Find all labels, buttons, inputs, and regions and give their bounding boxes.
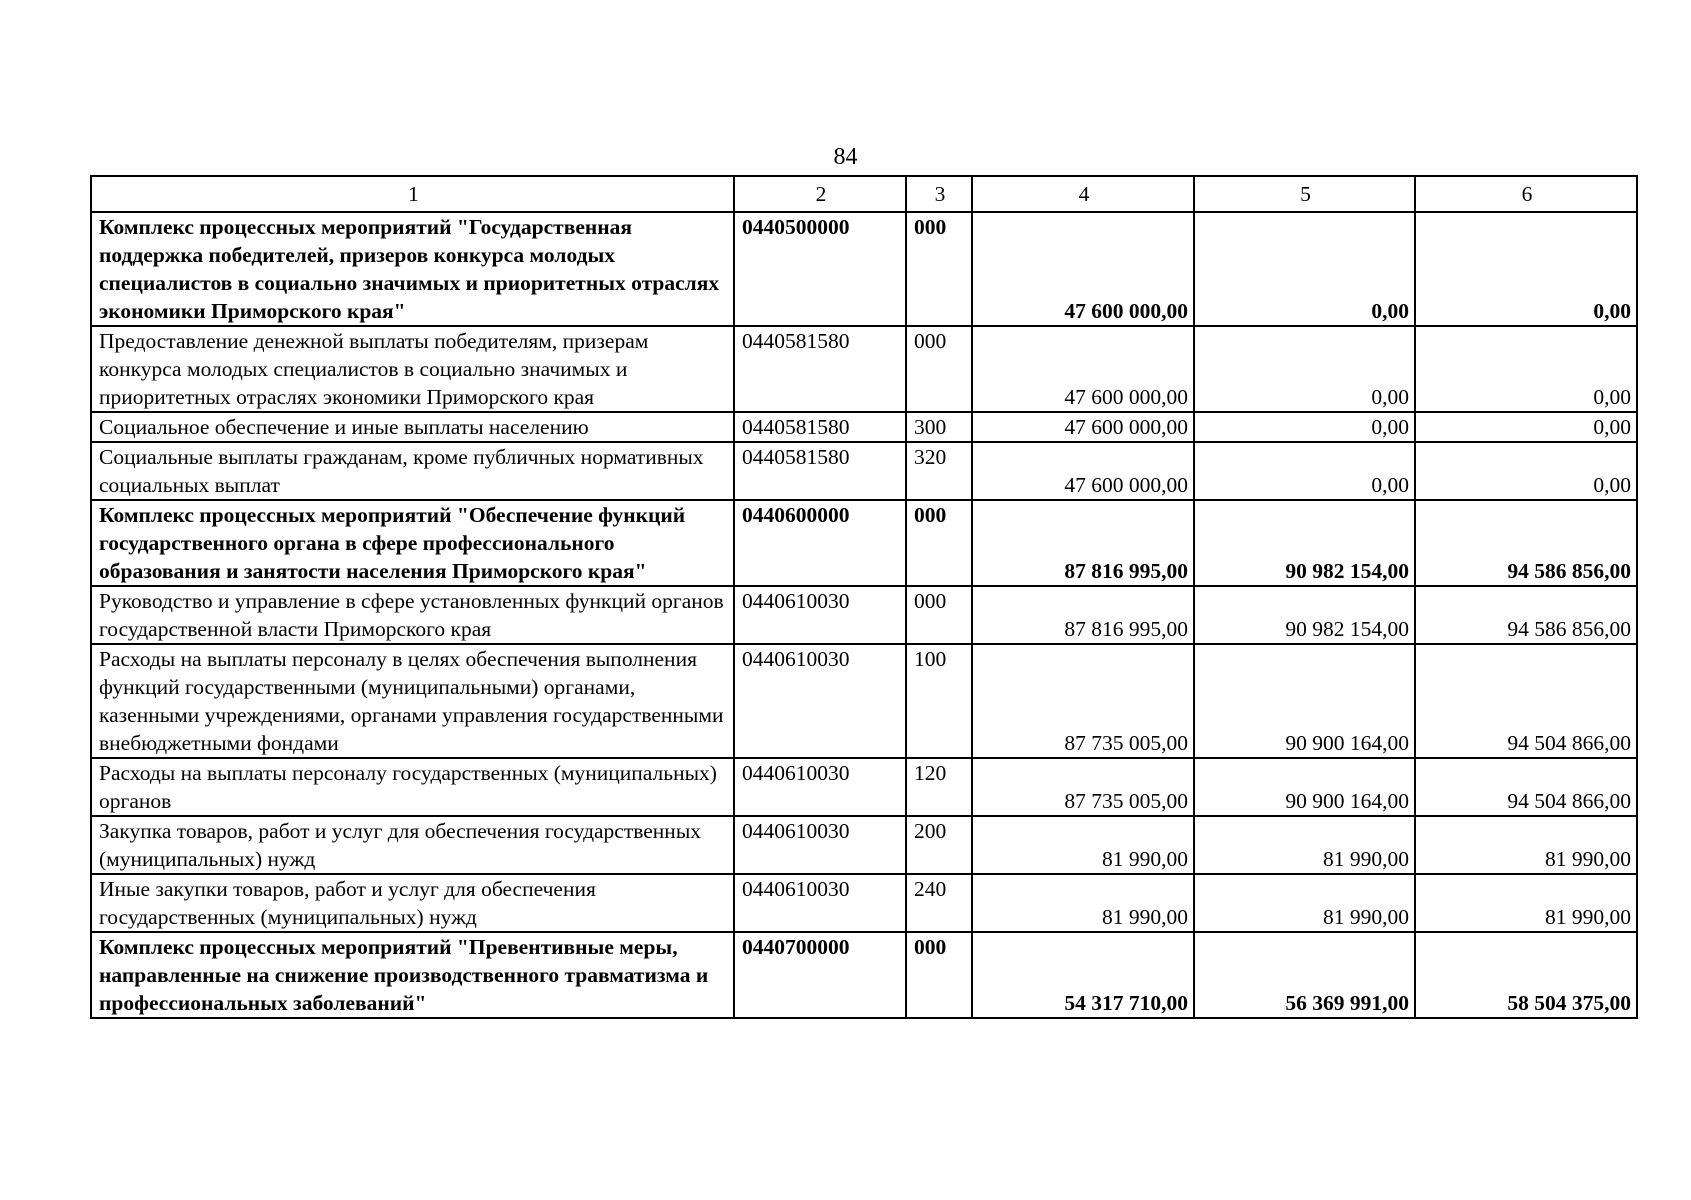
row-amount-col6-cell: 94 586 856,00 [1415,500,1637,586]
row-amount-col4-cell: 47 600 000,00 [972,412,1194,442]
table-row [91,816,1637,874]
table-row [91,586,1637,644]
row-code-cell: 0440581580 [734,326,906,412]
table-row [91,326,1637,412]
row-name-cell: Комплекс процессных мероприятий "Превентивные меры, направленные на снижение производственного травматизма и профессиональных заболеваний" [91,932,734,1018]
row-name-cell: Иные закупки товаров, работ и услуг для обеспечения государственных (муниципальных) нужд [91,874,734,932]
row-type-cell: 320 [906,442,972,500]
row-code-cell: 0440610030 [734,644,906,758]
row-type-cell: 000 [906,212,972,326]
row-code-cell: 0440610030 [734,586,906,644]
column-header: 1 [91,176,734,212]
column-header: 3 [906,176,972,212]
row-type-cell: 120 [906,758,972,816]
row-name-cell: Комплекс процессных мероприятий "Государственная поддержка победителей, призеров конкурса молодых специалистов в социально значимых и приоритетных отраслях экономики Приморского края" [91,212,734,326]
row-amount-col4-cell: 54 317 710,00 [972,932,1194,1018]
row-name-cell: Комплекс процессных мероприятий "Обеспечение функций государственного органа в сфере профессионального образования и занятости населения Приморского края" [91,500,734,586]
row-code-cell: 0440500000 [734,212,906,326]
row-amount-col6-cell: 81 990,00 [1415,874,1637,932]
row-amount-col4-cell: 87 735 005,00 [972,644,1194,758]
row-amount-col6-cell: 0,00 [1415,212,1637,326]
row-amount-col5-cell: 0,00 [1194,412,1415,442]
row-amount-col6-cell: 94 586 856,00 [1415,586,1637,644]
row-amount-col5-cell: 0,00 [1194,212,1415,326]
row-amount-col5-cell: 0,00 [1194,326,1415,412]
row-type-cell: 100 [906,644,972,758]
row-amount-col5-cell: 90 900 164,00 [1194,758,1415,816]
row-amount-col4-cell: 81 990,00 [972,816,1194,874]
row-amount-col6-cell: 81 990,00 [1415,816,1637,874]
row-amount-col5-cell: 90 982 154,00 [1194,586,1415,644]
budget-table-body [91,176,1637,1018]
row-name-cell: Расходы на выплаты персоналу в целях обеспечения выполнения функций государственными (муниципальными) органами, казенными учреждениями, органами управления государственными внебюджетными фондами [91,644,734,758]
column-header: 4 [972,176,1194,212]
table-row [91,644,1637,758]
row-type-cell: 000 [906,500,972,586]
row-amount-col6-cell: 0,00 [1415,412,1637,442]
table-header-row [91,176,1637,212]
row-type-cell: 300 [906,412,972,442]
row-amount-col6-cell: 0,00 [1415,326,1637,412]
row-amount-col4-cell: 47 600 000,00 [972,326,1194,412]
row-amount-col4-cell: 87 816 995,00 [972,500,1194,586]
row-amount-col5-cell: 90 982 154,00 [1194,500,1415,586]
row-name-cell: Расходы на выплаты персоналу государственных (муниципальных) органов [91,758,734,816]
table-row [91,442,1637,500]
row-name-cell: Предоставление денежной выплаты победителям, призерам конкурса молодых специалистов в социально значимых и приоритетных отраслях экономики Приморского края [91,326,734,412]
column-header: 2 [734,176,906,212]
column-header: 6 [1415,176,1637,212]
row-type-cell: 200 [906,816,972,874]
row-amount-col4-cell: 81 990,00 [972,874,1194,932]
row-name-cell: Социальные выплаты гражданам, кроме публичных нормативных социальных выплат [91,442,734,500]
row-code-cell: 0440610030 [734,874,906,932]
row-type-cell: 240 [906,874,972,932]
row-code-cell: 0440581580 [734,442,906,500]
row-amount-col5-cell: 0,00 [1194,442,1415,500]
row-amount-col6-cell: 94 504 866,00 [1415,758,1637,816]
row-amount-col4-cell: 87 816 995,00 [972,586,1194,644]
row-name-cell: Руководство и управление в сфере установленных функций органов государственной власти Приморского края [91,586,734,644]
row-amount-col5-cell: 56 369 991,00 [1194,932,1415,1018]
row-amount-col6-cell: 94 504 866,00 [1415,644,1637,758]
row-name-cell: Закупка товаров, работ и услуг для обеспечения государственных (муниципальных) нужд [91,816,734,874]
row-amount-col4-cell: 47 600 000,00 [972,442,1194,500]
row-name-cell: Социальное обеспечение и иные выплаты населению [91,412,734,442]
row-amount-col5-cell: 81 990,00 [1194,816,1415,874]
row-type-cell: 000 [906,586,972,644]
row-amount-col6-cell: 58 504 375,00 [1415,932,1637,1018]
table-row [91,758,1637,816]
page-number: 84 [833,144,858,170]
row-amount-col4-cell: 47 600 000,00 [972,212,1194,326]
budget-table [90,175,1638,1019]
row-amount-col4-cell: 87 735 005,00 [972,758,1194,816]
row-code-cell: 0440581580 [734,412,906,442]
column-header: 5 [1194,176,1415,212]
row-type-cell: 000 [906,326,972,412]
table-row [91,500,1637,586]
row-amount-col5-cell: 81 990,00 [1194,874,1415,932]
row-type-cell: 000 [906,932,972,1018]
row-code-cell: 0440610030 [734,758,906,816]
table-row [91,874,1637,932]
row-amount-col5-cell: 90 900 164,00 [1194,644,1415,758]
row-amount-col6-cell: 0,00 [1415,442,1637,500]
table-row [91,212,1637,326]
table-row [91,932,1637,1018]
table-row [91,412,1637,442]
row-code-cell: 0440700000 [734,932,906,1018]
row-code-cell: 0440600000 [734,500,906,586]
row-code-cell: 0440610030 [734,816,906,874]
